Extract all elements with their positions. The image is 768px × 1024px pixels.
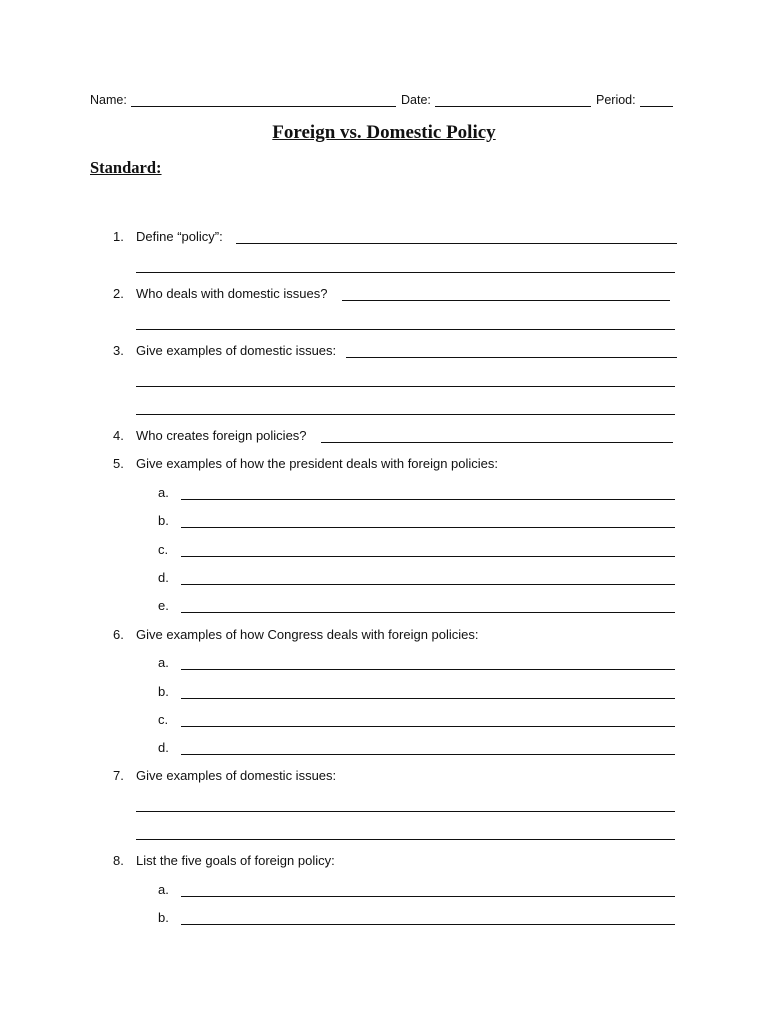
sub-item-label: b. (158, 910, 169, 925)
question-text: Give examples of how the president deals with foreign policies: (136, 456, 499, 471)
answer-line[interactable] (181, 726, 675, 727)
period-field[interactable] (640, 106, 673, 107)
sub-item-label: c. (158, 712, 169, 727)
date-label: Date: (401, 93, 431, 107)
answer-line[interactable] (136, 329, 675, 330)
sub-item-label: b. (158, 513, 169, 528)
question-text: Give examples of how Congress deals with foreign policies: (136, 627, 479, 642)
answer-line[interactable] (181, 698, 675, 699)
standard-label: Standard: (90, 158, 162, 177)
page-title: Foreign vs. Domestic Policy (272, 122, 496, 143)
sub-item-label: d. (158, 570, 169, 585)
sub-item-label: a. (158, 485, 169, 500)
answer-line[interactable] (181, 527, 675, 528)
sub-item-label: a. (158, 655, 169, 670)
answer-line[interactable] (181, 896, 675, 897)
question-number: 4. (113, 428, 124, 443)
question-text: Define “policy”: (136, 229, 223, 244)
answer-line[interactable] (136, 811, 675, 812)
question-text: Give examples of domestic issues: (136, 343, 337, 358)
question-number: 2. (113, 286, 124, 301)
answer-line[interactable] (181, 556, 675, 557)
sub-item-label: d. (158, 740, 169, 755)
answer-line[interactable] (342, 300, 670, 301)
answer-line[interactable] (181, 669, 675, 670)
answer-line[interactable] (136, 839, 675, 840)
question-number: 7. (113, 768, 124, 783)
answer-line[interactable] (181, 612, 675, 613)
answer-line[interactable] (236, 243, 677, 244)
question-text: Who deals with domestic issues? (136, 286, 328, 301)
answer-line[interactable] (321, 442, 673, 443)
question-number: 3. (113, 343, 124, 358)
date-field[interactable] (435, 106, 591, 107)
answer-line[interactable] (136, 414, 675, 415)
question-number: 8. (113, 853, 124, 868)
answer-line[interactable] (181, 924, 675, 925)
answer-line[interactable] (181, 754, 675, 755)
period-label: Period: (596, 93, 636, 107)
question-text: Give examples of domestic issues: (136, 768, 337, 783)
answer-line[interactable] (181, 499, 675, 500)
sub-item-label: a. (158, 882, 169, 897)
question-number: 5. (113, 456, 124, 471)
question-text: List the five goals of foreign policy: (136, 853, 335, 868)
question-number: 1. (113, 229, 124, 244)
question-text: Who creates foreign policies? (136, 428, 307, 443)
question-number: 6. (113, 627, 124, 642)
name-label: Name: (90, 93, 127, 107)
name-field[interactable] (131, 106, 396, 107)
sub-item-label: e. (158, 598, 169, 613)
sub-item-label: b. (158, 684, 169, 699)
answer-line[interactable] (346, 357, 677, 358)
sub-item-label: c. (158, 542, 169, 557)
answer-line[interactable] (181, 584, 675, 585)
answer-line[interactable] (136, 386, 675, 387)
answer-line[interactable] (136, 272, 675, 273)
